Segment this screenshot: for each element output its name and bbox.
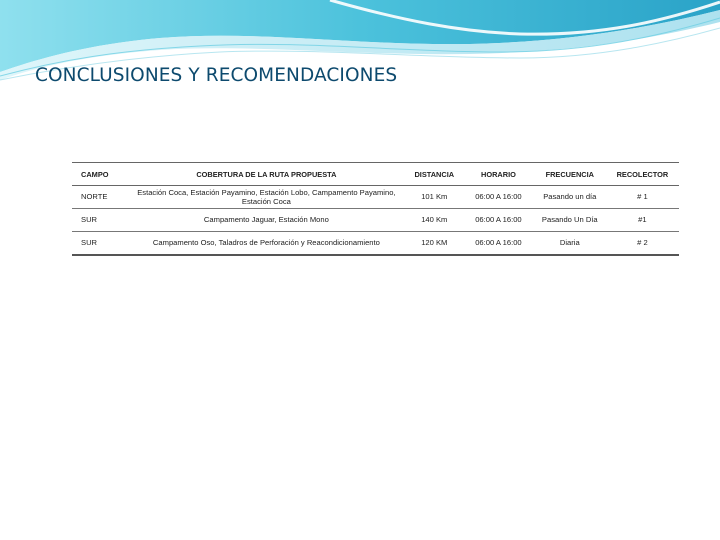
cell-cobertura: Estación Coca, Estación Payamino, Estación Lobo, Campamento Payamino, Estación Coca [127, 186, 405, 209]
cell-horario: 06:00 A 16:00 [463, 209, 534, 232]
cell-campo: SUR [72, 209, 127, 232]
cell-distancia: 140 Km [406, 209, 464, 232]
header-campo: CAMPO [72, 163, 127, 186]
cell-frecuencia: Diaria [534, 232, 606, 256]
cell-frecuencia: Pasando un día [534, 186, 606, 209]
cell-recolector: # 1 [606, 186, 679, 209]
cell-cobertura: Campamento Jaguar, Estación Mono [127, 209, 405, 232]
cell-recolector: #1 [606, 209, 679, 232]
header-recolector: RECOLECTOR [606, 163, 679, 186]
cell-distancia: 101 Km [406, 186, 464, 209]
table-row [72, 232, 679, 256]
cell-campo: NORTE [72, 186, 127, 209]
table-row [72, 186, 679, 209]
cell-frecuencia: Pasando Un Día [534, 209, 606, 232]
cell-cobertura: Campamento Oso, Taladros de Perforación y Reacondicionamiento [127, 232, 405, 256]
cell-horario: 06:00 A 16:00 [463, 232, 534, 256]
cell-recolector: # 2 [606, 232, 679, 256]
header-frecuencia: FRECUENCIA [534, 163, 606, 186]
cell-campo: SUR [72, 232, 127, 256]
table-header-row [72, 163, 679, 186]
route-table [72, 162, 679, 256]
header-horario: HORARIO [463, 163, 534, 186]
slide-title: CONCLUSIONES Y RECOMENDACIONES [35, 65, 398, 86]
cell-distancia: 120 KM [406, 232, 464, 256]
table-row [72, 209, 679, 232]
header-distancia: DISTANCIA [406, 163, 464, 186]
header-cobertura: COBERTURA DE LA RUTA PROPUESTA [127, 163, 405, 186]
cell-horario: 06:00 A 16:00 [463, 186, 534, 209]
